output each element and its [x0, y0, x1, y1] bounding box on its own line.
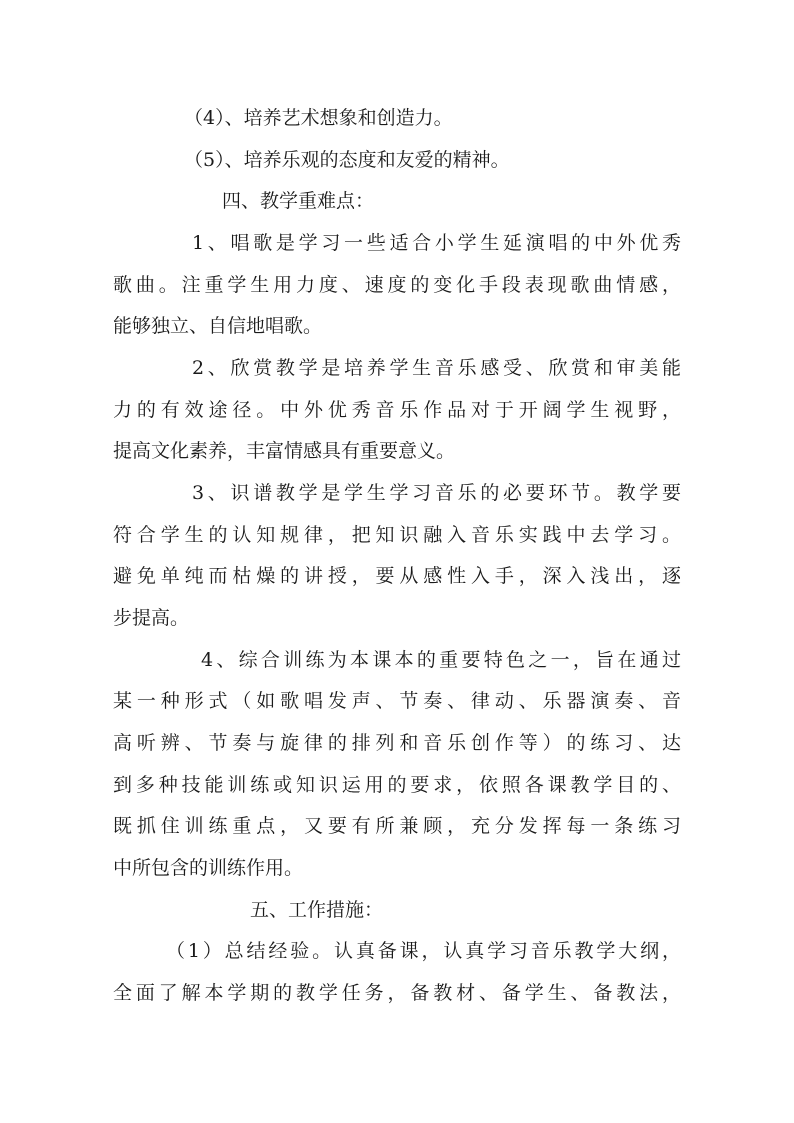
- paragraph-training-line-6: 中所包含的训练作用。: [113, 857, 304, 879]
- paragraph-notation-line-3: 避免单纯而枯燥的讲授，要从感性入手，深入浅出，逐: [113, 565, 681, 587]
- paragraph-training-line-3: 高听辨、节奏与旋律的排列和音乐创作等）的练习、达: [113, 732, 681, 754]
- paragraph-training-line-4: 到多种技能训练或知识运用的要求，依照各课教学目的、: [113, 774, 681, 796]
- paragraph-measure-1-line-2: 全面了解本学期的教学任务，备教材、备学生、备教法，: [113, 982, 681, 1004]
- paragraph-training-line-5: 既抓住训练重点，又要有所兼顾，充分发挥每一条练习: [113, 815, 681, 837]
- paragraph-notation-line-4: 步提高。: [113, 607, 190, 629]
- goal-item-4: （4）、培养艺术想象和创造力。: [184, 107, 453, 129]
- paragraph-appreciation-line-2: 力的有效途径。中外优秀音乐作品对于开阔学生视野，: [113, 399, 681, 421]
- goal-item-5: （5）、培养乐观的态度和友爱的精神。: [184, 149, 510, 171]
- paragraph-measure-1-line-1: （1）总结经验。认真备课，认真学习音乐教学大纲，: [166, 940, 681, 962]
- paragraph-singing-line-1: 1、唱歌是学习一些适合小学生延演唱的中外优秀: [192, 232, 681, 254]
- paragraph-appreciation-line-1: 2、欣赏教学是培养学生音乐感受、欣赏和审美能: [192, 357, 681, 379]
- paragraph-notation-line-2: 符合学生的认知规律，把知识融入音乐实践中去学习。: [113, 524, 681, 546]
- section-heading-key-points: 四、教学重难点：: [222, 190, 375, 212]
- paragraph-appreciation-line-3: 提高文化素养，丰富情感具有重要意义。: [113, 440, 456, 462]
- paragraph-training-line-1: 4、综合训练为本课本的重要特色之一，旨在通过: [201, 649, 681, 671]
- paragraph-singing-line-3: 能够独立、自信地唱歌。: [113, 315, 323, 337]
- section-heading-measures: 五、工作措施：: [250, 899, 384, 921]
- paragraph-singing-line-2: 歌曲。注重学生用力度、速度的变化手段表现歌曲情感，: [113, 274, 681, 296]
- paragraph-training-line-2: 某一种形式（如歌唱发声、节奏、律动、乐器演奏、音: [113, 690, 681, 712]
- paragraph-notation-line-1: 3、识谱教学是学生学习音乐的必要环节。教学要: [192, 482, 681, 504]
